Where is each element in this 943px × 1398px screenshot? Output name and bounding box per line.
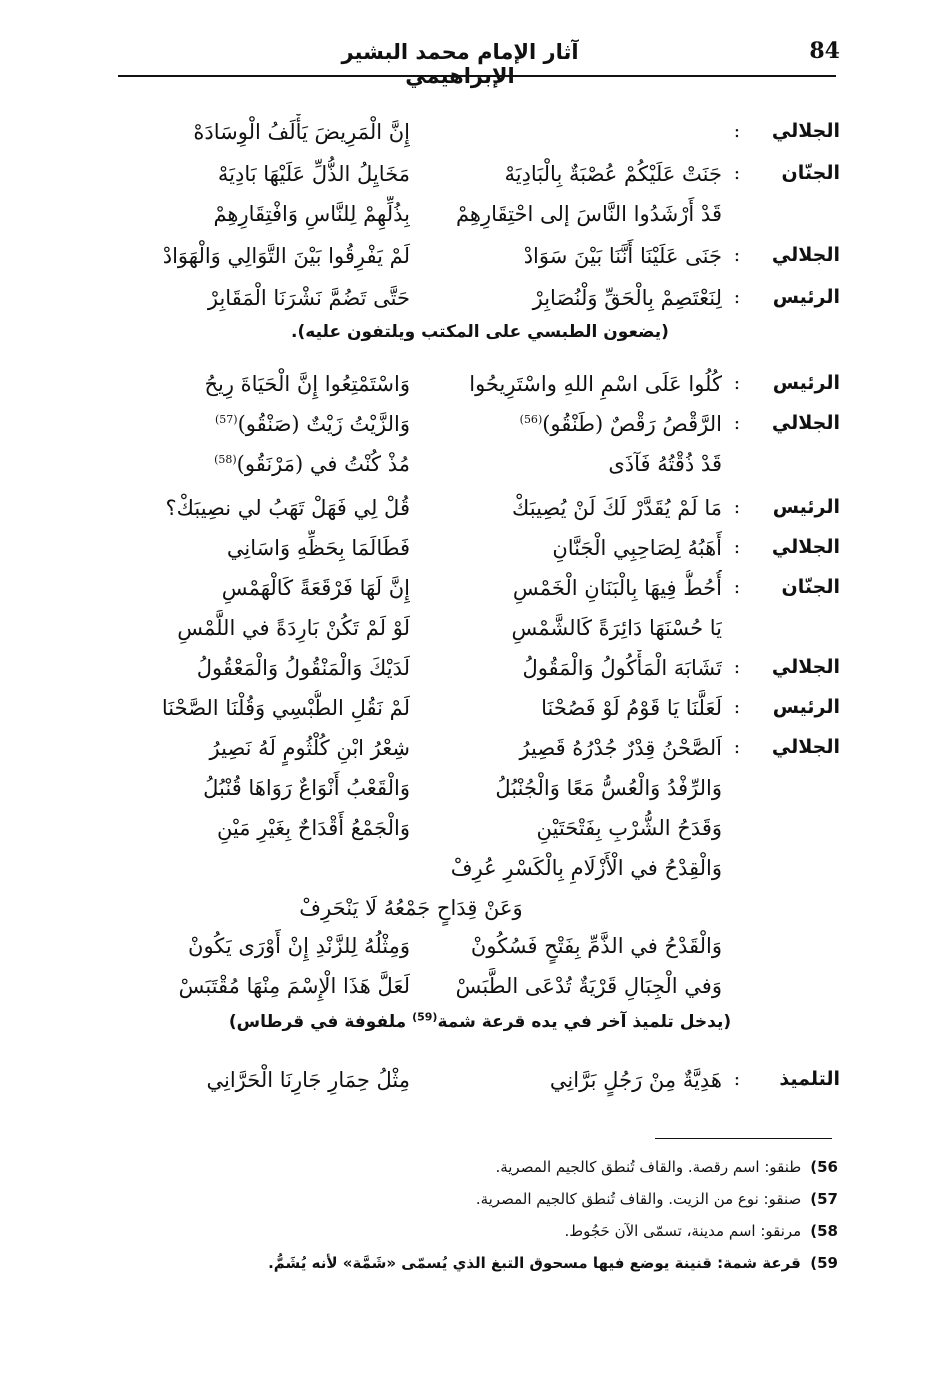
hemistich-first: أُحُطُّ فِيهَا بِالْبَنَانِ الْخَمْسِ [512, 576, 722, 600]
speaker-colon: : [733, 696, 741, 718]
verse-line [100, 1062, 840, 1104]
footnote-text: طنقو: اسم رقصة. والقاف تُنطق كالجيم المصرية. [495, 1158, 802, 1176]
hemistich-first: وَالْقَدْحُ في الذَّمِّ بِفَتْحٍ فَسُكُونْ [470, 934, 722, 958]
verse-line [100, 690, 840, 732]
hemistich-first: وَقَدَحُ الشُّرْبِ بِفَتْحَتَيْنِ [536, 816, 722, 840]
speaker-colon: : [733, 162, 741, 184]
speaker-colon: : [733, 576, 741, 598]
hemistich-first: اَلصَّحْنُ قِدْرٌ جُدْرُهُ قَصِيرُ [519, 736, 722, 760]
footnote [200, 1154, 838, 1180]
verse-line [100, 196, 840, 238]
hemistich-first: أَهَبُهُ لِصَاحِبِي الْجَنَّانِ [552, 536, 722, 560]
verse-line [100, 928, 840, 970]
footnote-ref[interactable]: (59) [412, 1010, 438, 1024]
footnote-ref[interactable]: (58) [214, 453, 237, 466]
hemistich-first: وَفي الْجِبَالِ قَرْيَةٌ تُدْعَى الطَّبَسْ [455, 974, 722, 998]
hemistich-second: حَتَّى تَضُمَّ نَشْرَنَا الْمَقَابِرْ [207, 286, 410, 310]
verse-line [100, 810, 840, 852]
speaker-name: الجنّان [781, 576, 840, 598]
footnote-number: 57) [810, 1190, 838, 1208]
speaker-name: الجلالي [771, 412, 840, 434]
verse-line [100, 490, 840, 532]
footnote-text: صنقو: نوع من الزيت. والقاف تُنطق كالجيم المصرية. [475, 1190, 802, 1208]
verse-line [100, 156, 840, 198]
hemistich-second: إِنَّ لَهَا فَرْقَعَةً كَالْهَمْسِ [221, 576, 410, 600]
verse-line [100, 238, 840, 280]
hemistich-first: جَنَى عَلَيْنَا أَنَّنَا بَيْنَ سَوَادْ [523, 244, 722, 268]
hemistich-first: جَنَتْ عَلَيْكُمْ عُصْبَةٌ بِالْبَادِيَهْ [504, 162, 722, 186]
verse-line [100, 968, 840, 1010]
hemistich-first: يَا حُسْنَهَا دَائِرَةً كَالشَّمْسِ [511, 616, 722, 640]
speaker-colon: : [733, 244, 741, 266]
speaker-name: الجلالي [771, 656, 840, 678]
verse-text: الرَّقْصُ رَقْصٌ (طَنْقُو) [542, 412, 722, 436]
hemistich-second: مَخَايِلُ الذُّلِّ عَلَيْهَا بَادِيَهْ [217, 162, 410, 186]
hemistich-first: تَشَابَهَ الْمَأْكُولُ وَالْمَقُولُ [522, 656, 722, 680]
speaker-name: الرئيس [772, 696, 840, 718]
stage-direction-text: (يدخل تلميذ آخر في يده قرعة شمة [437, 1012, 732, 1032]
speaker-name: الجلالي [771, 536, 840, 558]
hemistich-first: لِنَعْتَصِمْ بِالْحَقِّ وَلْنُصَابِرْ [532, 286, 722, 310]
hemistich-first: قَدْ أَرْشَدُوا النَّاسَ إلى احْتِقَارِهِمْ [455, 202, 722, 226]
hemistich-second: لَمْ نَقُلِ الطُّبْسِي وَقُلْنَا الصَّحْنَا [161, 696, 410, 720]
hemistich-first: لَعَلَّنَا يَا قَوْمُ لَوْ فَصُحْنَا [541, 696, 722, 720]
footnote [200, 1250, 838, 1276]
speaker-name: الجلالي [771, 244, 840, 266]
verse-line [100, 114, 840, 156]
verse-line [100, 730, 840, 772]
footnote-number: 58) [810, 1222, 838, 1240]
hemistich-first: قَدْ ذُقْتُهُ فَآذَى [608, 452, 722, 476]
footnote-number: 56) [810, 1158, 838, 1176]
hemistich-second: شِعْرُ ابْنِ كُلْثُومٍ لَهُ نَصِيرُ [209, 736, 410, 760]
footnote [200, 1186, 838, 1212]
hemistich-second [100, 406, 410, 442]
speaker-name: التلميذ [779, 1068, 840, 1090]
hemistich-second: فَطَالَمَا بِحَظِّهِ وَاسَانِي [226, 536, 410, 560]
speaker-colon: : [733, 1068, 741, 1090]
stage-direction: (يضعون الطبسي على المكتب ويلتفون عليه). [291, 322, 669, 342]
hemistich-first: كُلُوا عَلَى اسْمِ اللهِ واسْتَرِيحُوا [469, 372, 722, 396]
speaker-name: الرئيس [772, 286, 840, 308]
speaker-name: الجلالي [771, 120, 840, 142]
verse-line [100, 770, 840, 812]
hemistich-second: بِذُلِّهِمْ لِلنَّاسِ وَافْتِقَارِهِمْ [213, 202, 410, 226]
speaker-colon: : [733, 286, 741, 308]
verse-line [100, 280, 840, 322]
hemistich-first: مَا لَمْ يُقَدَّرْ لَكَ لَنْ يُصِيبَكْ [512, 496, 722, 520]
footnote-ref[interactable]: (56) [519, 413, 543, 426]
footnote-separator [655, 1138, 832, 1139]
speaker-colon: : [733, 656, 741, 678]
verse-line [100, 446, 840, 488]
verse-line [100, 406, 840, 448]
stage-direction [160, 1012, 800, 1032]
hemistich-first [432, 406, 722, 442]
speaker-colon: : [733, 736, 741, 758]
verse-line [100, 650, 840, 692]
footnote [200, 1218, 838, 1244]
hemistich-second: وَالْقَعْبُ أَنْوَاعٌ رَوَاهَا قُنْبُلُ [203, 776, 410, 800]
hemistich-second: مِثْلُ حِمَارِ جَارِنَا الْحَرَّانِي [206, 1068, 410, 1092]
speaker-colon: : [733, 372, 741, 394]
speaker-name: الجنّان [781, 162, 840, 184]
footnote-text: قرعة شمة: قنينة يوضع فيها مسحوق التبغ الذي يُسمّى «شَمَّة» لأنه يُشَمُّ. [268, 1254, 801, 1272]
speaker-name: الجلالي [771, 736, 840, 758]
hemistich-first: وَالرِّفْدُ وَالْعُسُّ مَعًا وَالْجُنْبُلُ [495, 776, 722, 800]
verse-line [100, 366, 840, 408]
verse-line [100, 570, 840, 612]
hemistich-second: لَمْ يَفْرِقُوا بَيْنَ التَّوَالِي وَالْهَوَادْ [162, 244, 410, 268]
hemistich-first: هَدِيَّةٌ مِنْ رَجُلٍ بَرَّانِي [549, 1068, 722, 1092]
hemistich-second: لَعَلَّ هَذَا الْإِسْمَ مِنْهَا مُقْتَبَسْ [178, 974, 410, 998]
footnote-ref[interactable]: (57) [214, 413, 238, 426]
speaker-colon: : [733, 536, 741, 558]
hemistich-second: وَاسْتَمْتِعُوا إِنَّ الْحَيَاةَ رِيحُ [204, 372, 410, 396]
header-rule [118, 75, 836, 77]
hemistich-second [100, 446, 410, 482]
verse-text: وَالزَّيْتُ زَيْتٌ (صَنْقُو) [237, 412, 410, 436]
verse-line [100, 610, 840, 652]
footnote-text: مرنقو: اسم مدينة، تسمّى الآن حَجُوط. [564, 1222, 802, 1240]
page-number: 84 [809, 38, 840, 64]
hemistich-second: وَمِثْلُهُ لِلزَّنْدِ إِنْ أَوْرَى يَكُونْ [188, 934, 410, 958]
speaker-colon: : [733, 496, 741, 518]
hemistich-second: قُلْ لِي فَهَلْ تَهَبُ لي نصِيبَكْ؟ [165, 496, 410, 520]
speaker-colon: : [733, 412, 741, 434]
speaker-colon: : [733, 120, 741, 142]
speaker-name: الرئيس [772, 372, 840, 394]
verse-line [100, 850, 840, 892]
hemistich-second: إِنَّ الْمَرِيضَ يَأْلَفُ الْوِسَادَهْ [193, 120, 410, 144]
stage-direction-text: ملفوفة في قرطاس) [228, 1012, 413, 1032]
running-header-title: آثار الإمام محمد البشير الإبراهيمي [341, 40, 579, 88]
footnote-number: 59) [810, 1254, 838, 1272]
verse-text: مُذْ كُنْتُ في (مَرْنَقُو) [236, 452, 410, 476]
hemistich-second: وَالْجَمْعُ أَقْدَاحٌ بِغَيْرِ مَيْنِ [216, 816, 410, 840]
verse-line-centered [100, 890, 840, 932]
speaker-name: الرئيس [772, 496, 840, 518]
hemistich-first: وَالْقِدْحُ في الْأَزْلَامِ بِالْكَسْرِ عُرِفْ [450, 856, 722, 880]
verse-line [100, 530, 840, 572]
hemistich-second: لَدَيْكَ وَالْمَنْقُولُ وَالْمَعْقُولُ [196, 656, 410, 680]
verse-text: وَعَنْ قِدَاحٍ جَمْعُهُ لَا يَنْحَرِفْ [299, 896, 523, 920]
hemistich-second: لَوْ لَمْ تَكُنْ بَارِدَةً في اللَّمْسِ [177, 616, 410, 640]
